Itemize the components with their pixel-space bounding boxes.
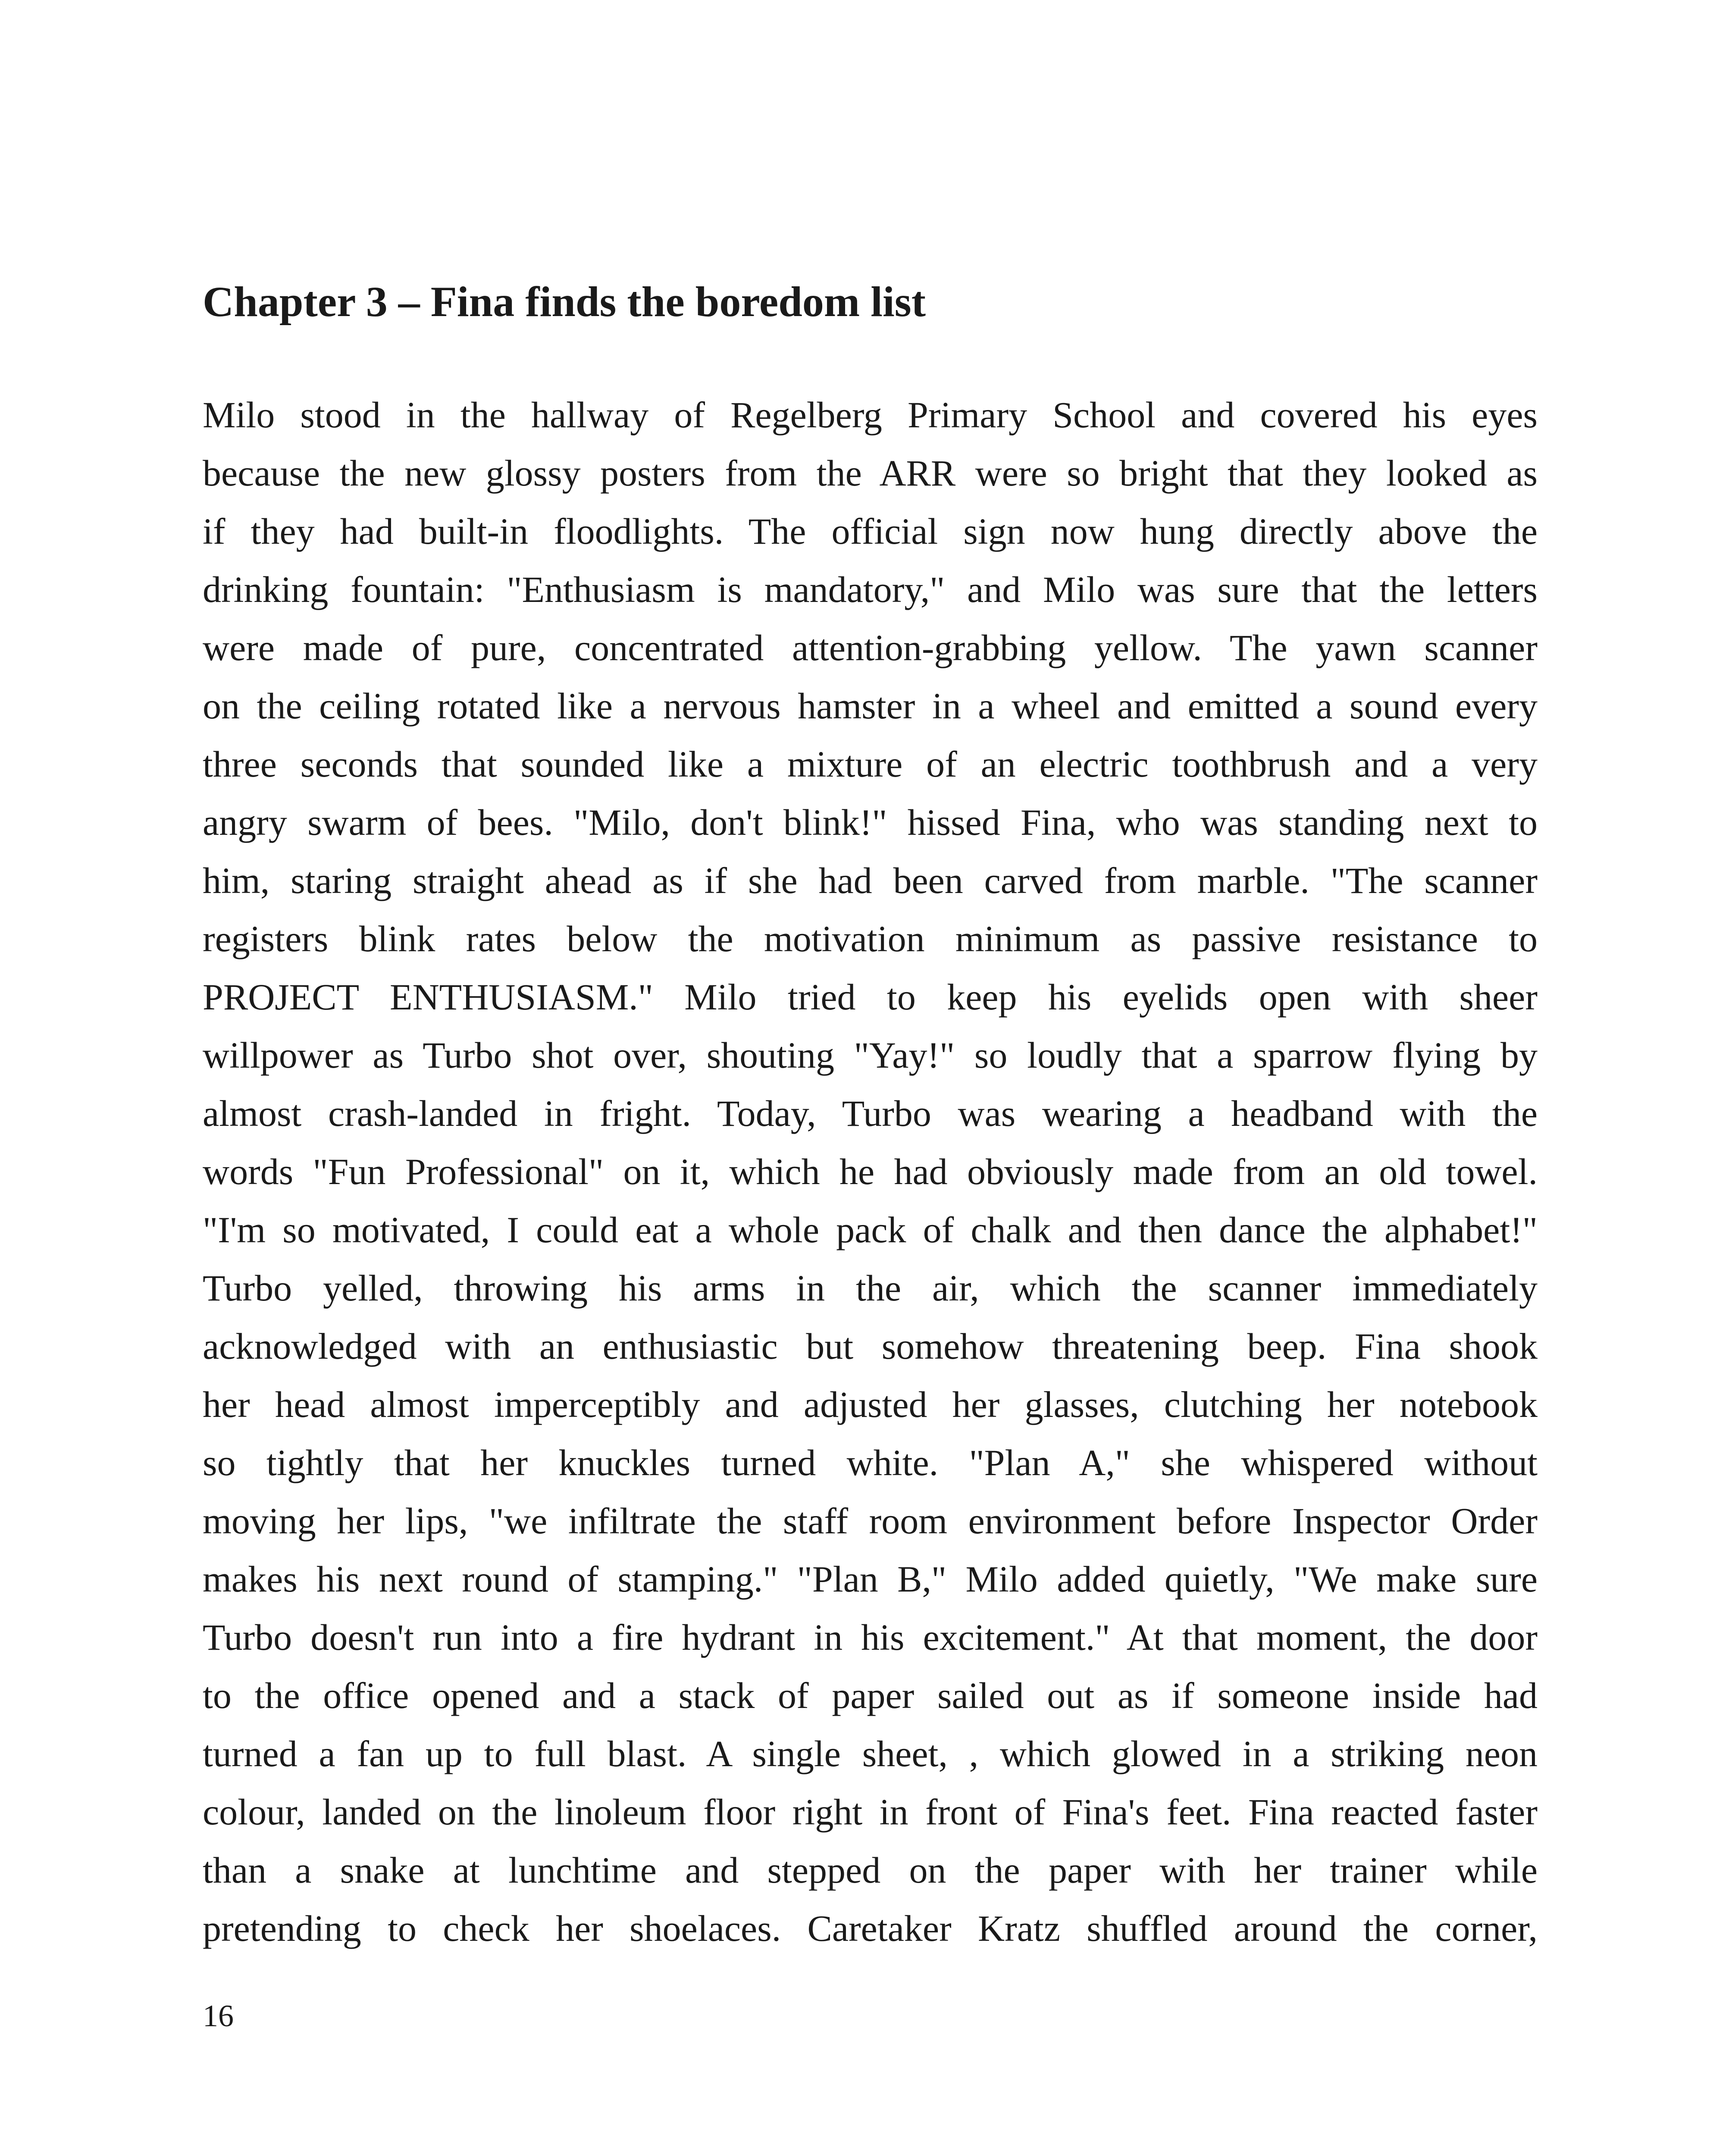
text-line: if they had built-in floodlights. The official sign now hung directly above the — [203, 511, 1538, 552]
text-line: moving her lips, "we infiltrate the staff room environment before Inspector Order — [203, 1500, 1538, 1542]
text-line: almost crash-landed in fright. Today, Turbo was wearing a headband with the — [203, 1093, 1538, 1134]
text-line: on the ceiling rotated like a nervous hamster in a wheel and emitted a sound every — [203, 685, 1538, 727]
text-line: willpower as Turbo shot over, shouting "Yay!" so loudly that a sparrow flying by — [203, 1034, 1538, 1076]
page-number: 16 — [203, 1999, 234, 2033]
text-line: "I'm so motivated, I could eat a whole pack of chalk and then dance the alphabet!" — [203, 1209, 1538, 1250]
text-line: drinking fountain: "Enthusiasm is mandatory," and Milo was sure that the letters — [203, 569, 1538, 610]
text-line: because the new glossy posters from the ARR were so bright that they looked as — [203, 452, 1538, 494]
text-line: pretending to check her shoelaces. Caretaker Kratz shuffled around the corner, — [203, 1908, 1538, 1949]
text-line: three seconds that sounded like a mixture of an electric toothbrush and a very — [203, 743, 1538, 785]
text-line: colour, landed on the linoleum floor right in front of Fina's feet. Fina reacted faster — [203, 1791, 1538, 1833]
text-line: to the office opened and a stack of paper sailed out as if someone inside had — [203, 1675, 1538, 1716]
text-line: her head almost imperceptibly and adjusted her glasses, clutching her notebook — [203, 1384, 1538, 1425]
text-line: registers blink rates below the motivation minimum as passive resistance to — [203, 918, 1538, 959]
text-line: Turbo yelled, throwing his arms in the air, which the scanner immediately — [203, 1267, 1538, 1309]
text-line: words "Fun Professional" on it, which he had obviously made from an old towel. — [203, 1151, 1538, 1192]
text-line: were made of pure, concentrated attention-grabbing yellow. The yawn scanner — [203, 627, 1538, 668]
text-line: angry swarm of bees. "Milo, don't blink!" hissed Fina, who was standing next to — [203, 802, 1538, 843]
body-paragraph — [203, 386, 1538, 1958]
text-line: acknowledged with an enthusiastic but somehow threatening beep. Fina shook — [203, 1326, 1538, 1367]
text-line: makes his next round of stamping." "Plan B," Milo added quietly, "We make sure — [203, 1558, 1538, 1600]
text-line: turned a fan up to full blast. A single sheet, , which glowed in a striking neon — [203, 1733, 1538, 1774]
text-line: than a snake at lunchtime and stepped on the paper with her trainer while — [203, 1849, 1538, 1891]
text-line: so tightly that her knuckles turned white. "Plan A," she whispered without — [203, 1442, 1538, 1483]
chapter-title: Chapter 3 – Fina finds the boredom list — [203, 278, 926, 326]
text-line: him, staring straight ahead as if she had been carved from marble. "The scanner — [203, 860, 1538, 901]
text-line: PROJECT ENTHUSIASM." Milo tried to keep his eyelids open with sheer — [203, 976, 1538, 1018]
text-line: Milo stood in the hallway of Regelberg Primary School and covered his eyes — [203, 394, 1538, 436]
text-line: Turbo doesn't run into a fire hydrant in his excitement." At that moment, the door — [203, 1617, 1538, 1658]
